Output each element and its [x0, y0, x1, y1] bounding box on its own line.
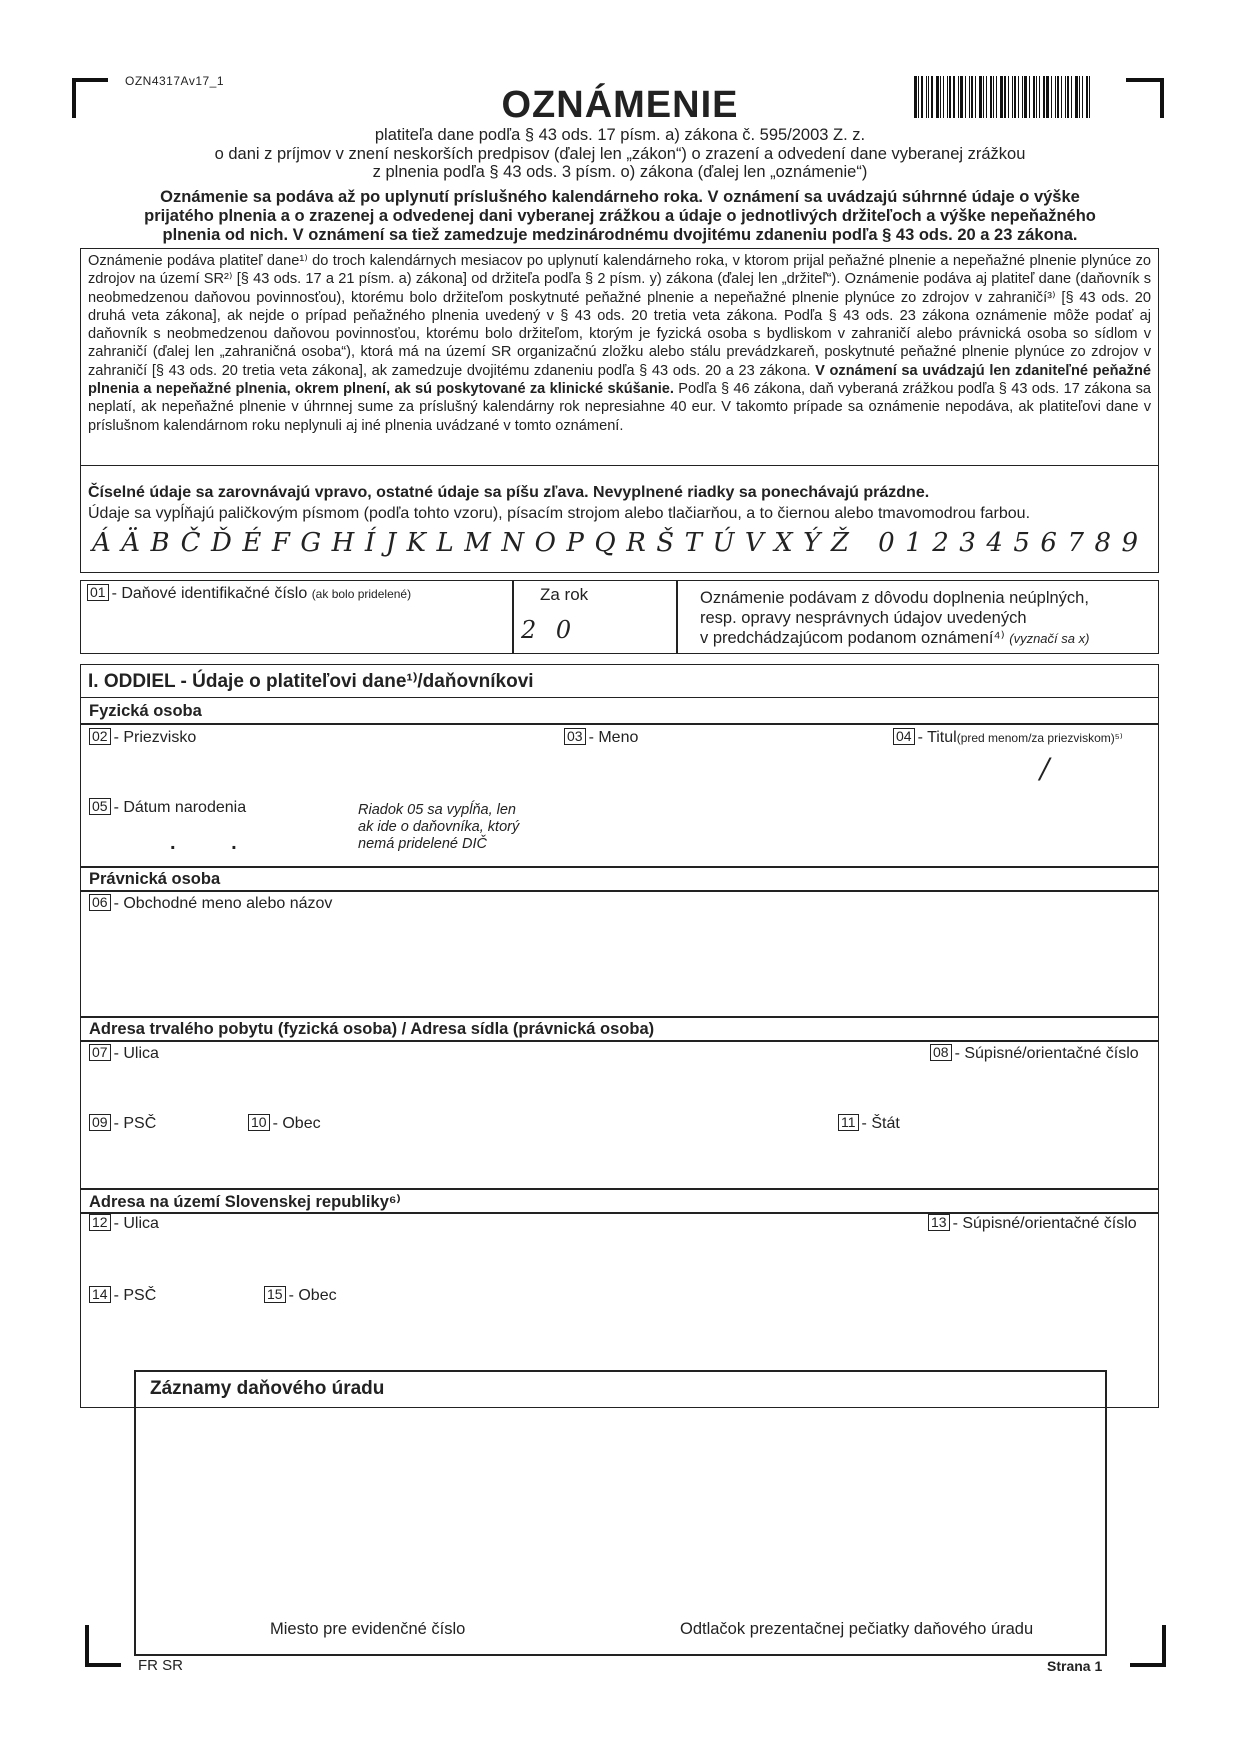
degree-field[interactable] — [893, 728, 1123, 747]
field-number: 01 — [87, 584, 109, 601]
field-number: 09 — [89, 1114, 111, 1131]
barcode-bar — [983, 76, 984, 118]
field-label: - PSČ — [113, 1287, 157, 1304]
corner-mark-bottom-left-v — [85, 1625, 89, 1667]
field-number: 15 — [264, 1286, 286, 1303]
barcode-bar — [1051, 76, 1052, 118]
sk-address-header: Adresa na území Slovenskej republiky⁶⁾ — [89, 1193, 401, 1211]
barcode-bar — [1061, 76, 1062, 118]
field-label: - Daňové identifikačné číslo — [111, 585, 308, 602]
note-line: nemá pridelené DIČ — [358, 836, 487, 852]
divider — [80, 723, 1159, 725]
corner-mark-bottom-left — [85, 1663, 121, 1667]
barcode-bar — [1057, 76, 1059, 118]
barcode-bar — [1022, 76, 1023, 118]
house-number-field[interactable] — [930, 1044, 1139, 1063]
subtitle-line: z plnenia podľa § 43 ods. 3 písm. o) zákona (ďalej len „oznámenie“) — [372, 163, 868, 181]
company-name-field[interactable] — [89, 894, 332, 913]
sk-city-field[interactable] — [264, 1286, 337, 1305]
barcode-bar — [960, 76, 963, 118]
evidence-number-label: Miesto pre evidenčné číslo — [270, 1620, 466, 1638]
barcode-bar — [958, 76, 959, 118]
section1-title: I. ODDIEL - Údaje o platiteľovi dane¹⁾/daňovníkovi — [88, 671, 534, 692]
divider — [80, 866, 1159, 868]
footer-left: FR SR — [138, 1657, 183, 1674]
field-label: - Obec — [288, 1287, 337, 1304]
field-number: 11 — [838, 1114, 859, 1131]
barcode-bar — [1000, 76, 1003, 118]
divider — [80, 1016, 1159, 1018]
stamp-label: Odtlačok prezentačnej pečiatky daňového úradu — [680, 1620, 1034, 1638]
field-label: - Súpisné/orientačné číslo — [954, 1045, 1139, 1062]
field-number: 12 — [89, 1214, 111, 1231]
barcode-bar — [990, 76, 992, 118]
date-dots: . . — [170, 832, 237, 854]
barcode-bar — [993, 76, 994, 118]
country-field[interactable] — [838, 1114, 900, 1133]
barcode-bar — [918, 76, 919, 118]
barcode-bar — [971, 76, 973, 118]
field-number: 04 — [893, 728, 915, 745]
barcode-bar — [1071, 76, 1072, 118]
info-box — [80, 248, 1159, 466]
amendment-hint: (vyznačí sa x) — [1009, 631, 1090, 646]
barcode-bar — [1033, 76, 1035, 118]
street-field[interactable] — [89, 1044, 159, 1063]
barcode-bar — [1029, 76, 1030, 118]
barcode-bar — [965, 76, 966, 118]
field-label: - Štát — [861, 1115, 900, 1132]
field-label: - Priezvisko — [113, 729, 197, 746]
barcode-bar — [1086, 76, 1088, 118]
postcode-field[interactable] — [89, 1114, 156, 1133]
subtitle — [0, 126, 1240, 182]
subtitle-line: o dani z príjmov v znení neskorších predpisov (ďalej len „zákon“) o zrazení a odvedení dane vyberanej zrážkou — [214, 144, 1026, 163]
barcode-bar — [1012, 76, 1013, 118]
info-text-tail: Podľa § 46 zákona, daň vyberaná zrážkou podľa § 43 ods. 17 zákona sa neplatí, ak nepeňažné plnenie v úhrnnej sume za príslušný kalendárny rok nepresiahne 40 eur. V takomto prípade sa oznámenie nepodáva, ak platiteľovi dane v príslušnom kalendárnom roku neplynuli aj iné plnenia uvádzané v tomto oznámení. — [88, 381, 1151, 434]
note-line: ak ide o daňovníka, ktorý — [358, 819, 520, 835]
page-title: OZNÁMENIE — [501, 84, 739, 126]
barcode-bar — [1004, 76, 1006, 118]
barcode-bar — [979, 76, 982, 118]
barcode-bar — [953, 76, 955, 118]
barcode-bar — [947, 76, 948, 118]
sk-house-number-field[interactable] — [928, 1214, 1137, 1233]
intro-text — [90, 188, 1150, 245]
barcode-bar — [1065, 76, 1066, 118]
field-label: - Ulica — [113, 1045, 159, 1062]
office-records-title: Záznamy daňového úradu — [150, 1378, 385, 1399]
address-header: Adresa trvalého pobytu (fyzická osoba) / Adresa sídla (právnická osoba) — [89, 1020, 655, 1038]
divider — [80, 1188, 1159, 1190]
corner-mark-top-right — [1126, 78, 1164, 82]
field-number: 14 — [89, 1286, 111, 1303]
name-field[interactable] — [564, 728, 638, 747]
degree-separator: / — [1040, 752, 1050, 785]
barcode-bar — [1024, 76, 1027, 118]
field-label: - Obec — [272, 1115, 321, 1132]
field-number: 03 — [564, 728, 586, 745]
instruction-bold: Číselné údaje sa zarovnávajú vpravo, ostatné údaje sa píšu zľava. Nevyplnené riadky sa ponechávajú prázdne. — [88, 484, 930, 501]
field-number: 08 — [930, 1044, 952, 1061]
barcode-bar — [931, 76, 933, 118]
form-code: OZN4317Av17_1 — [125, 74, 225, 88]
alphabet-sample: ÁÄBČĎÉFGHÍJKLMNOPQRŠTÚVXÝŽ 0123456789 — [92, 528, 1149, 558]
field-label: - Dátum narodenia — [113, 799, 247, 816]
barcode-bar — [969, 76, 970, 118]
barcode-bar — [926, 76, 927, 118]
barcode-bar — [1055, 76, 1056, 118]
field-label: - Súpisné/orientačné číslo — [952, 1215, 1137, 1232]
surname-field[interactable] — [89, 728, 196, 747]
corner-mark-bottom-right-v — [1162, 1625, 1166, 1667]
legal-header: Právnická osoba — [89, 870, 221, 888]
barcode-bar — [975, 76, 976, 118]
barcode-bar — [1043, 76, 1045, 118]
page-number: Strana 1 — [1047, 1658, 1103, 1674]
intro-line: Oznámenie sa podáva až po uplynutí príslušného kalendárneho roka. V oznámení sa uvádzajú súhrnné údaje o výške — [160, 188, 1080, 206]
barcode-bar — [940, 76, 941, 118]
field-number: 05 — [89, 798, 111, 815]
dic-label — [87, 584, 411, 603]
field-label: - Meno — [588, 729, 639, 746]
sk-postcode-field[interactable] — [89, 1286, 156, 1305]
barcode-bar — [921, 76, 923, 118]
sk-street-field[interactable] — [89, 1214, 159, 1233]
corner-mark-bottom-right — [1130, 1663, 1166, 1667]
field-number: 06 — [89, 894, 111, 911]
barcode-bar — [936, 76, 939, 118]
intro-line: prijatého plnenia a o zrazenej a odvedenej dani vyberanej zrážkou a údaje o jednotlivých držiteľoch a výške nepeňažného — [144, 207, 1096, 225]
intro-line: plnenia od nich. V oznámení sa tiež zamedzuje medzinárodnému dvojitému zdaneniu podľa § 43 ods. 20 a 23 zákona. — [162, 226, 1078, 244]
year-prefix: 2 0 — [521, 616, 578, 644]
field-number: 02 — [89, 728, 111, 745]
note-line: Riadok 05 sa vypĺňa, len — [358, 802, 516, 818]
divider — [80, 890, 1159, 892]
barcode-bar — [1075, 76, 1078, 118]
barcode-bar — [949, 76, 951, 118]
person-header: Fyzická osoba — [89, 702, 202, 720]
barcode-bar — [914, 76, 917, 118]
amendment-line: Oznámenie podávam z dôvodu doplnenia neúplných, — [700, 589, 1089, 607]
barcode-bar — [1067, 76, 1069, 118]
field-note: (ak bolo pridelené) — [311, 587, 412, 601]
amendment-line: v predchádzajúcom podanom oznámení⁴⁾ (vyznačí sa x) — [700, 629, 1090, 647]
barcode-bar — [1046, 76, 1049, 118]
amendment-text — [700, 588, 1089, 649]
barcode-bar — [1089, 76, 1090, 118]
field-number: 13 — [928, 1214, 950, 1231]
barcode-bar — [996, 76, 997, 118]
barcode-bar — [1036, 76, 1037, 118]
field-number: 07 — [89, 1044, 111, 1061]
info-text-bold: V oznámení sa uvádzajú len zdaniteľné peňažné plnenia a nepeňažné plnenia, okrem plnení, ak sú poskytované za klinické skúšanie. — [88, 362, 1151, 398]
divider — [80, 1040, 1159, 1042]
barcode-bar — [1014, 76, 1016, 118]
barcode-bar — [986, 76, 987, 118]
field-number: 10 — [248, 1114, 270, 1131]
birthdate-field[interactable] — [89, 798, 246, 817]
barcode-bar — [1079, 76, 1080, 118]
office-records-box — [134, 1370, 1107, 1656]
barcode-icon — [914, 76, 1094, 118]
barcode-bar — [1039, 76, 1040, 118]
corner-mark-top-left — [72, 78, 108, 82]
barcode-bar — [928, 76, 929, 118]
city-field[interactable] — [248, 1114, 321, 1133]
birthdate-note — [358, 802, 519, 853]
barcode-bar — [1018, 76, 1019, 118]
year-label: Za rok — [540, 585, 589, 604]
field-note: (pred menom/za priezviskom)⁵⁾ — [956, 731, 1123, 745]
field-label: - Titul — [917, 729, 957, 746]
field-label: - Obchodné meno alebo názov — [113, 895, 333, 912]
barcode-bar — [943, 76, 944, 118]
amendment-line: resp. opravy nesprávnych údajov uvedených — [700, 609, 1027, 627]
info-text: Oznámenie podáva platiteľ dane¹⁾ do troch kalendárnych mesiacov po uplynutí kalendárneho roka, v ktorom prijal peňažné plnenie a nepeňažné plnenie plynúce zo zdrojov na území SR²⁾ [§ 43 ods. 17 a 21 písm. a) zákona] od držiteľa podľa § 2 písm. y) zákona (ďalej len „držiteľ“). Oznámenie podáva aj platiteľ dane (daňovník s neobmedzenou daňovou povinnosťou), ktorému bolo držiteľom poskytnuté peňažné plnenie a nepeňažné plnenie plynúce zo zdrojov v zahraničí³⁾ [§ 43 ods. 20 druhá veta zákona], ak nejde o prípad peňažného plnenia uvedený v § 43 ods. 20 tretia veta zákona. Podľa § 43 ods. 23 zákona oznámenie môže podať aj daňovník s neobmedzenou daňovou povinnosťou, ktorému bolo držiteľom, ktorým je fyzická osoba s bydliskom v zahraničí alebo právnická osoba so sídlom v zahraničí (ďalej len „zahraničná osoba“), ktorá má na území SR organizačnú zložku alebo stálu prevádzkareň, poskytnuté peňažné plnenie plynúce zo zdrojov v zahraničí [§ 43 ods. 20 tretia veta zákona], ak zamedzuje dvojitému zdaneniu podľa § 43 ods. 20 a 23 zákona. — [88, 253, 1151, 379]
field-label: - PSČ — [113, 1115, 157, 1132]
instruction-plain: Údaje sa vypĺňajú paličkovým písmom (podľa tohto vzoru), písacím strojom alebo tlačiarňou, a to čiernou alebo tmavomodrou farbou. — [88, 505, 1031, 522]
barcode-bar — [1008, 76, 1009, 118]
field-label: - Ulica — [113, 1215, 159, 1232]
subtitle-line: platiteľa dane podľa § 43 ods. 17 písm. a) zákona č. 595/2003 Z. z. — [374, 126, 866, 144]
barcode-bar — [1082, 76, 1083, 118]
